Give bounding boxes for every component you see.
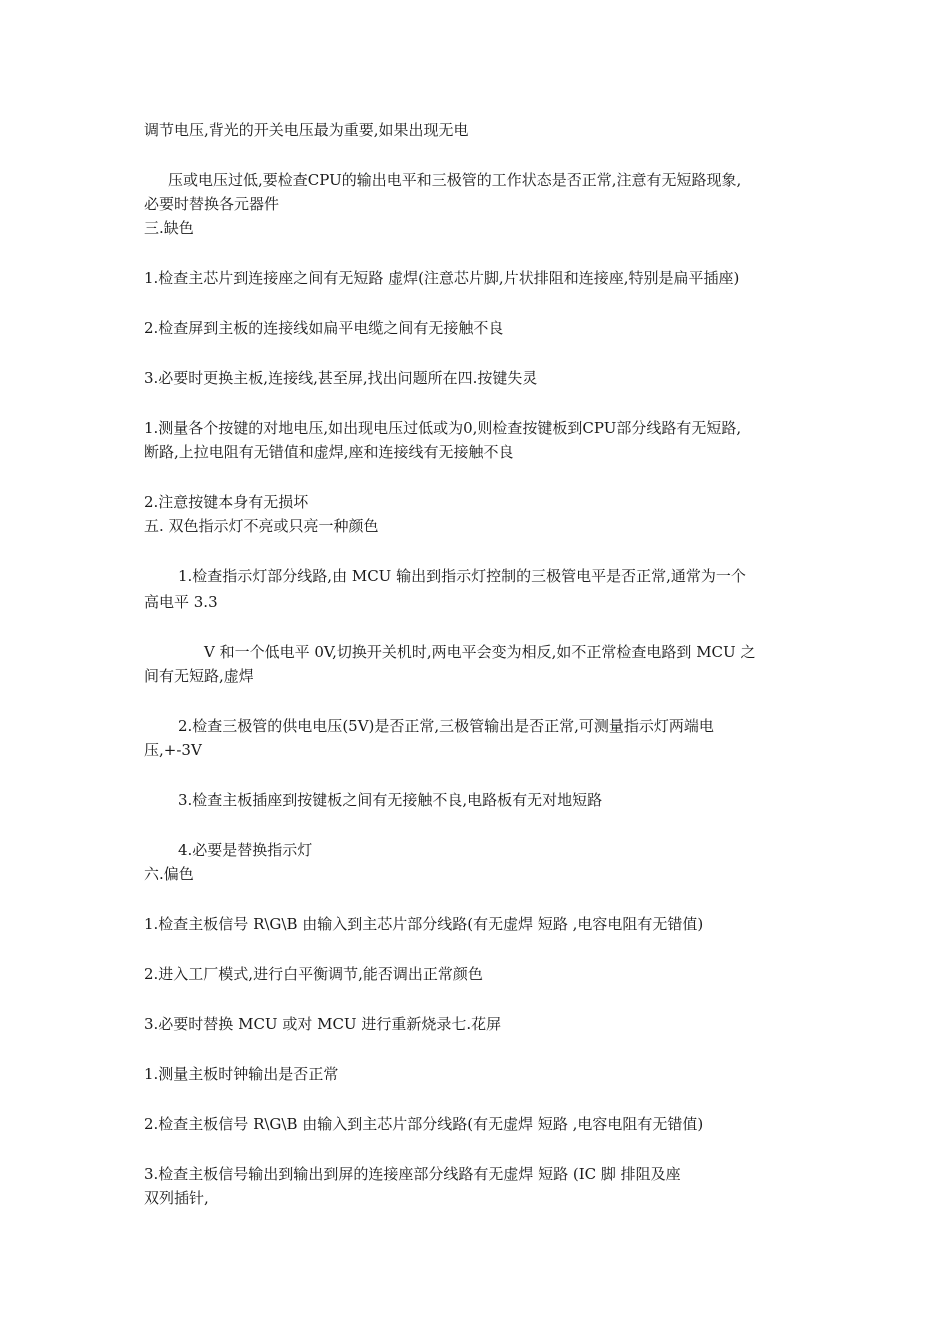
text-line: 高电平 3.3 [144,593,218,611]
text-line: 断路,上拉电阻有无错值和虚焊,座和连接线有无接触不良 [144,443,514,461]
text-line: 3.检查主板插座到按键板之间有无接触不良,电路板有无对地短路 [178,791,603,809]
text-line: 1.测量主板时钟输出是否正常 [144,1065,339,1083]
text-line: 1.检查主芯片到连接座之间有无短路 虚焊(注意芯片脚,片状排阻和连接座,特别是扁平插座) [144,269,740,287]
section-heading: 五. 双色指示灯不亮或只亮一种颜色 [144,517,379,535]
text-line: 4.必要是替换指示灯 [178,841,313,859]
text-line: 1.检查主板信号 R\G\B 由输入到主芯片部分线路(有无虚焊 短路 ,电容电阻有无错值) [144,915,704,933]
text-line: 双列插针, [144,1189,209,1207]
text-line: 调节电压,背光的开关电压最为重要,如果出现无电 [144,121,469,139]
text-line: 压,+-3V [144,741,202,759]
section-heading: 三.缺色 [144,219,194,237]
text-line: 2.检查屏到主板的连接线如扁平电缆之间有无接触不良 [144,319,504,337]
text-line: 3.必要时替换 MCU 或对 MCU 进行重新烧录七.花屏 [144,1015,502,1033]
text-line: V 和一个低电平 0V,切换开关机时,两电平会变为相反,如不正常检查电路到 MCU 之 [204,643,756,661]
text-line: 必要时替换各元器件 [144,195,280,213]
text-line: 3.检查主板信号输出到输出到屏的连接座部分线路有无虚焊 短路 (IC 脚 排阻及座 [144,1165,681,1183]
text-line: 1.测量各个按键的对地电压,如出现电压过低或为0,则检查按键板到CPU部分线路有无短路, [144,419,742,437]
text-line: 间有无短路,虚焊 [144,667,254,685]
text-line: 3.必要时更换主板,连接线,甚至屏,找出问题所在四.按键失灵 [144,369,538,387]
text-line: 2.检查三极管的供电电压(5V)是否正常,三极管输出是否正常,可测量指示灯两端电 [178,717,714,735]
text-line: 2.进入工厂模式,进行白平衡调节,能否调出正常颜色 [144,965,483,983]
section-heading: 六.偏色 [144,865,194,883]
text-line: 2.注意按键本身有无损坏 [144,493,309,511]
text-line: 2.检查主板信号 R\G\B 由输入到主芯片部分线路(有无虚焊 短路 ,电容电阻有无错值) [144,1115,704,1133]
text-line: 压或电压过低,要检查CPU的输出电平和三极管的工作状态是否正常,注意有无短路现象, [168,171,742,189]
text-line: 1.检查指示灯部分线路,由 MCU 输出到指示灯控制的三极管电平是否正常,通常为一个 [178,567,746,585]
